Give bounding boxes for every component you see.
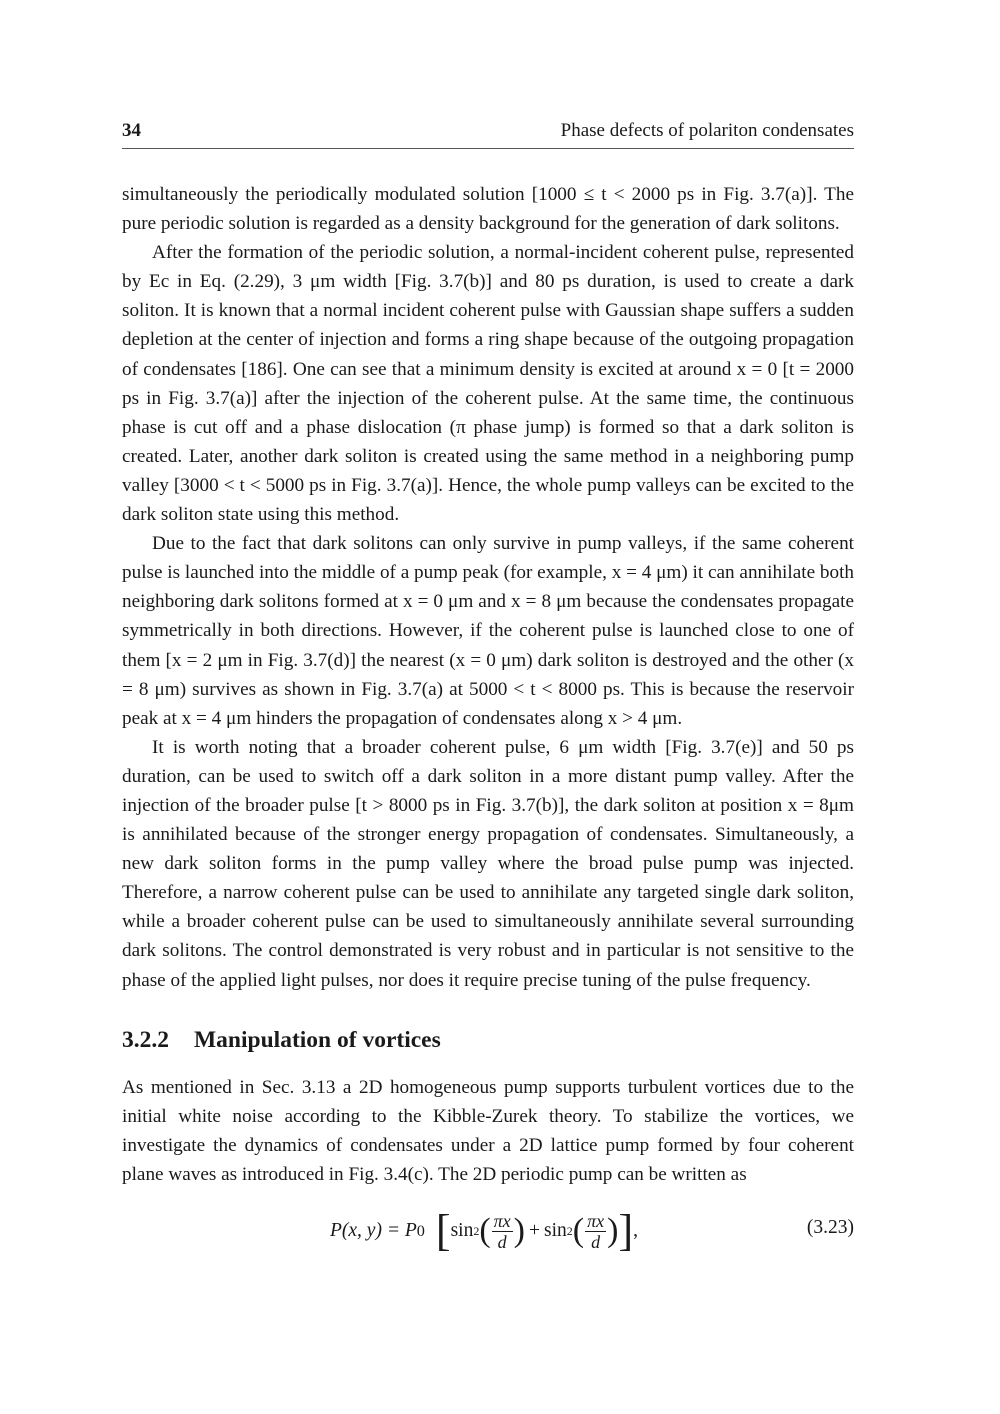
page-header [122,120,854,149]
section-number: 3.2.2 [122,1027,169,1053]
section-title: Manipulation of vortices [194,1027,441,1053]
section-heading [122,1027,854,1054]
equation-trailing: , [633,1220,638,1241]
paragraph-2: After the formation of the periodic solution, a normal-incident coherent pulse, represented by Ec in Eq. (2.29), 3 μm width [Fig. 3.7(b)] and 80 ps duration, is used to create a dark soliton. It is known that a normal incident coherent pulse with Gaussian shape suffers a sudden depletion at the center of injection and forms a ring shape because of the outgoing propagation of condensates [186]. One can see that a minimum density is excited at around x = 0 [t = 2000 ps in Fig. 3.7(a)] after the injection of the coherent pulse. At the same time, the continuous phase is cut off and a phase dislocation (π phase jump) is formed so that a dark soliton is created. Later, another dark soliton is created using the same method in a neighboring pump valley [3000 < t < 5000 ps in Fig. 3.7(a)]. Hence, the whole pump valleys can be excited to the dark soliton state using this method. [122,242,854,526]
equation: P(x, y) = P 0 [ sin 2 ( $\frac{\pi x}{d}$ ) + sin 2 ( $\frac{\pi x}{d}$ ) ] , [330,1206,638,1255]
page-number: 34 [122,120,141,141]
equation-lhs: P(x, y) = P [330,1220,417,1241]
equation-fn-1: sin [450,1220,474,1241]
fraction-2-denominator: d [591,1231,601,1252]
main-text [122,180,854,995]
fraction-2-numerator: πx [587,1210,605,1231]
paragraph-1: simultaneously the periodically modulated solution [1000 ≤ t < 2000 ps in Fig. 3.7(a)]. The pure periodic solution is regarded as a density background for the generation of dark solitons. [122,184,854,235]
paragraph-4: It is worth noting that a broader coherent pulse, 6 μm width [Fig. 3.7(e)] and 50 ps duration, can be used to switch off a dark soliton in a more distant pump valley. After the injection of the broader pulse [t > 8000 ps in Fig. 3.7(b)], the dark soliton at position x = 8μm is annihilated because of the stronger energy propagation of condensates. Simultaneously, a new dark soliton forms in the pump valley where the broad pulse pump was injected. Therefore, a narrow coherent pulse can be used to annihilate any targeted single dark soliton, while a broader coherent pulse can be used to simultaneously annihilate several surrounding dark solitons. The control demonstrated is very robust and in particular is not sensitive to the phase of the applied light pulses, nor does it require precise tuning of the pulse frequency. [122,736,854,991]
equation-power-1: 2 [473,1223,480,1238]
equation-fn-2: sin [544,1220,567,1241]
fraction-1-numerator: πx [493,1210,511,1231]
equation-block [122,1200,854,1262]
fraction-1-denominator: d [497,1231,507,1252]
section-text [122,1073,854,1189]
equation-lhs-subscript: 0 [416,1221,425,1240]
section-paragraph: As mentioned in Sec. 3.13 a 2D homogeneous pump supports turbulent vortices due to the initial white noise according to the Kibble-Zurek theory. To stabilize the vortices, we investigate the dynamics of condensates under a 2D lattice pump formed by four coherent plane waves as introduced in Fig. 3.4(c). The 2D periodic pump can be written as [122,1077,854,1186]
paragraph-3: Due to the fact that dark solitons can only survive in pump valleys, if the same coherent pulse is launched into the middle of a pump peak (for example, x = 4 μm) it can annihilate both neighboring dark solitons formed at x = 0 μm and x = 8 μm because the condensates propagate symmetrically in both directions. However, if the coherent pulse is launched close to one of them [x = 2 μm in Fig. 3.7(d)] the nearest (x = 0 μm) dark soliton is destroyed and the other (x = 8 μm) survives as shown in Fig. 3.7(a) at 5000 < t < 8000 ps. This is because the reservoir peak at x = 4 μm hinders the propagation of condensates along x > 4 μm. [122,533,854,729]
equation-plus: + [529,1220,540,1241]
equation-power-2: 2 [566,1223,573,1238]
equation-number: (3.23) [806,1217,854,1238]
equation-fraction-1 [492,1211,513,1252]
equation-fraction-2 [585,1211,606,1252]
running-title: Phase defects of polariton condensates [560,120,854,141]
